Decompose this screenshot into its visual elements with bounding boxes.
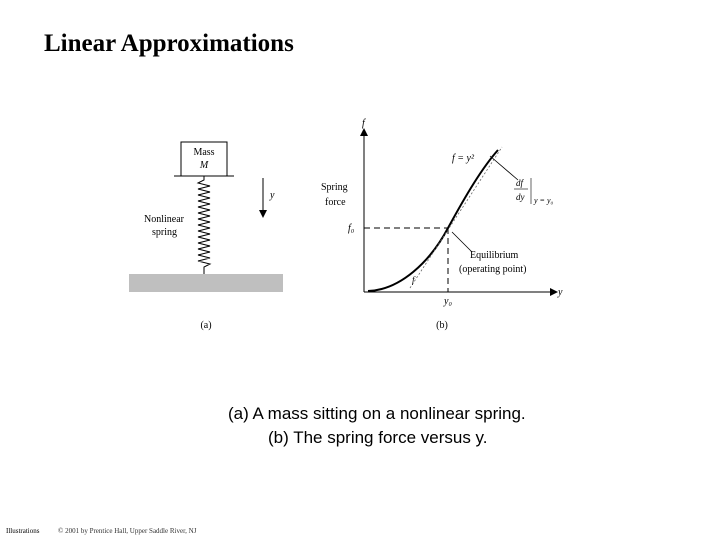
- nonlinear-spring: [198, 176, 210, 274]
- slide-title: Linear Approximations: [44, 30, 294, 57]
- spring-label-line2: spring: [152, 227, 177, 238]
- ylabel-line1: Spring: [321, 182, 348, 193]
- spring-label-line1: Nonlinear: [144, 214, 184, 225]
- slope-label-top: df: [516, 178, 524, 188]
- equilibrium-leader: [452, 232, 472, 252]
- equilibrium-line1: Equilibrium: [470, 250, 519, 261]
- footer-copyright: © 2001 by Prentice Hall, Upper Saddle River, NJ: [58, 527, 197, 535]
- y-axis-label: f: [362, 118, 365, 129]
- panel-b-label: (b): [436, 320, 448, 331]
- slope-leader: [490, 156, 518, 180]
- tangent-tick-label: f: [412, 275, 415, 285]
- x-axis-label: y: [558, 287, 563, 298]
- f0-label: f₀: [348, 223, 355, 234]
- caption-line-1: (a) A mass sitting on a nonlinear spring.: [228, 404, 526, 423]
- footer-illustrations: Illustrations: [6, 527, 40, 535]
- mass-symbol: M: [199, 160, 209, 171]
- displacement-label: y: [270, 190, 275, 201]
- slope-condition: y = y₀: [534, 196, 554, 205]
- curve-label: f = y²: [452, 153, 474, 164]
- ground: [129, 274, 283, 292]
- panel-b: [321, 118, 563, 331]
- equilibrium-line2: (operating point): [459, 264, 527, 275]
- panel-a: [129, 142, 283, 331]
- caption-line-2: (b) The spring force versus y.: [268, 428, 488, 447]
- ylabel-line2: force: [325, 197, 346, 208]
- y0-label: y₀: [444, 296, 452, 307]
- figure-caption: [228, 402, 526, 450]
- slope-label-bottom: dy: [516, 192, 525, 202]
- mass-label: Mass: [193, 147, 215, 158]
- panel-a-label: (a): [200, 320, 212, 331]
